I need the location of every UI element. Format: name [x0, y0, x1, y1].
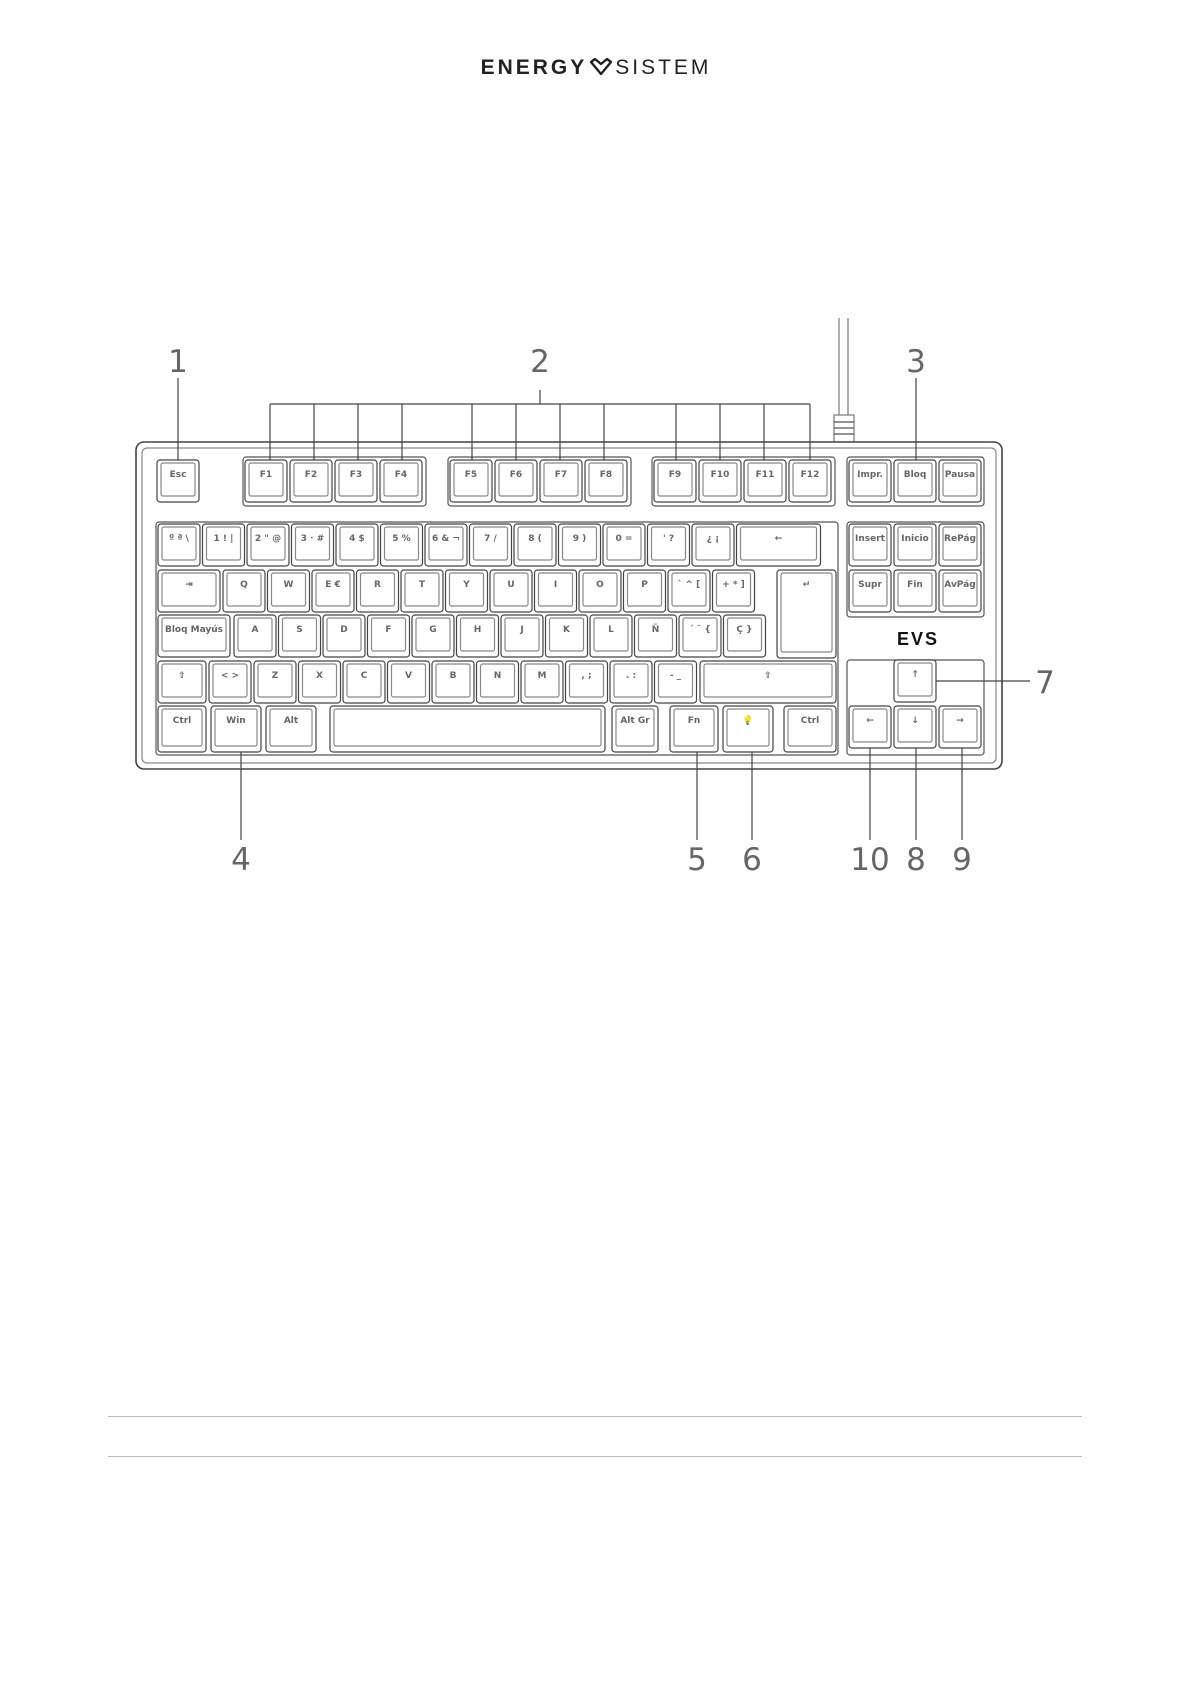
- svg-text:F7: F7: [554, 470, 568, 480]
- key-win: [211, 706, 261, 752]
- key-arrow-left: [849, 706, 891, 748]
- key-row3-8: [590, 615, 632, 657]
- svg-text:U: U: [507, 580, 515, 590]
- key-f3: [335, 460, 377, 502]
- brand-left: ENERGY: [480, 56, 588, 79]
- key-row4-9: [655, 661, 697, 703]
- key-arrow-down: [894, 706, 936, 748]
- key-nav-mid1-1: [894, 524, 936, 566]
- svg-text:D: D: [340, 625, 348, 635]
- key-row1-2: [247, 524, 289, 566]
- key-row2-3: [357, 570, 399, 612]
- svg-text:←: ←: [774, 534, 783, 544]
- key-nav-mid2-1: [894, 570, 936, 612]
- svg-text:R: R: [374, 580, 381, 590]
- key-nav-top-0: [849, 460, 891, 502]
- svg-text:↑: ↑: [911, 670, 919, 680]
- svg-text:. :: . :: [625, 671, 637, 681]
- svg-text:G: G: [429, 625, 437, 635]
- svg-text:4 $: 4 $: [349, 534, 365, 544]
- key-nav-top-1: [894, 460, 936, 502]
- svg-text:T: T: [418, 580, 426, 590]
- svg-text:F12: F12: [800, 470, 820, 480]
- svg-text:5 %: 5 %: [392, 534, 411, 544]
- key-row1-4: [336, 524, 378, 566]
- callout-4: 4: [231, 842, 251, 878]
- svg-text:Supr: Supr: [858, 580, 882, 590]
- key-row1-3: [292, 524, 334, 566]
- key-shift-left: [158, 661, 206, 703]
- svg-text:3 · #: 3 · #: [300, 534, 325, 544]
- callout-1: 1: [168, 344, 188, 380]
- key-row4-8: [610, 661, 652, 703]
- svg-text:9 ): 9 ): [572, 534, 587, 544]
- svg-text:Impr.: Impr.: [857, 470, 883, 480]
- svg-text:RePág: RePág: [944, 534, 976, 544]
- svg-text:8 (: 8 (: [528, 534, 542, 544]
- key-backspace: [737, 524, 821, 566]
- key-row3-1: [279, 615, 321, 657]
- key-row3-10: [679, 615, 721, 657]
- evs-logo: EVS: [896, 629, 940, 649]
- svg-text:Insert: Insert: [855, 534, 885, 544]
- key-row3-7: [546, 615, 588, 657]
- key-tab: [158, 570, 220, 612]
- svg-text:F1: F1: [259, 470, 273, 480]
- svg-text:Pausa: Pausa: [944, 470, 976, 480]
- key-f12: [789, 460, 831, 502]
- key-row4-4: [432, 661, 474, 703]
- key-row3-11: [724, 615, 766, 657]
- svg-text:Z: Z: [271, 671, 279, 681]
- svg-text:H: H: [473, 625, 482, 635]
- key-space: [330, 706, 605, 752]
- svg-text:¿ ¡: ¿ ¡: [706, 534, 720, 544]
- svg-text:S: S: [296, 625, 303, 635]
- svg-text:💡: 💡: [742, 716, 754, 726]
- footer-rule-bottom: [108, 1456, 1082, 1457]
- key-f8: [585, 460, 627, 502]
- svg-text:º ª \: º ª \: [169, 534, 189, 544]
- svg-text:Alt: Alt: [283, 716, 299, 726]
- svg-text:↵: ↵: [802, 580, 811, 590]
- svg-text:< >: < >: [220, 671, 240, 681]
- key-row1-1: [203, 524, 245, 566]
- svg-text:K: K: [563, 625, 570, 635]
- svg-text:Bloq Mayús: Bloq Mayús: [164, 625, 224, 635]
- svg-text:0 =: 0 =: [615, 534, 633, 544]
- key-row2-2: [312, 570, 354, 612]
- key-row3-9: [635, 615, 677, 657]
- key-row3-0: [234, 615, 276, 657]
- key-row2-1: [268, 570, 310, 612]
- key-row4-1: [299, 661, 341, 703]
- callout-6: 6: [742, 842, 762, 878]
- key-f11: [744, 460, 786, 502]
- svg-text:' ?: ' ?: [662, 534, 675, 544]
- callout-2: 2: [530, 344, 550, 380]
- svg-text:6 & ¬: 6 & ¬: [432, 534, 460, 544]
- svg-text:→: →: [956, 716, 964, 726]
- svg-text:Bloq: Bloq: [903, 470, 927, 480]
- key-nav-mid2-2: [939, 570, 981, 612]
- svg-text:⇧: ⇧: [178, 671, 186, 681]
- key-row3-4: [412, 615, 454, 657]
- svg-text:⇥: ⇥: [185, 580, 193, 590]
- key-row4-6: [521, 661, 563, 703]
- svg-text:F3: F3: [349, 470, 363, 480]
- svg-text:Fn: Fn: [687, 716, 701, 726]
- svg-text:N: N: [493, 671, 502, 681]
- svg-text:E €: E €: [325, 580, 341, 590]
- key-row1-6: [425, 524, 467, 566]
- svg-text:Ctrl: Ctrl: [172, 716, 192, 726]
- svg-text:F11: F11: [755, 470, 775, 480]
- key-arrow-right: [939, 706, 981, 748]
- key-f10: [699, 460, 741, 502]
- key-row4-3: [388, 661, 430, 703]
- key-enter: [777, 570, 836, 658]
- key-row2-4: [401, 570, 443, 612]
- key-arrow-up: [894, 660, 936, 702]
- footer-rule-top: [108, 1416, 1082, 1417]
- svg-text:F8: F8: [599, 470, 613, 480]
- svg-text:J: J: [520, 625, 524, 635]
- key-row1-7: [470, 524, 512, 566]
- svg-text:7 /: 7 /: [484, 534, 497, 544]
- svg-text:F2: F2: [304, 470, 318, 480]
- key-nav-mid2-0: [849, 570, 891, 612]
- key-row4-2: [343, 661, 385, 703]
- svg-text:1 ! |: 1 ! |: [213, 534, 234, 544]
- key-f6: [495, 460, 537, 502]
- callout-9: 9: [952, 842, 972, 878]
- svg-text:W: W: [283, 580, 294, 590]
- svg-text:Y: Y: [463, 580, 470, 590]
- key-row3-6: [501, 615, 543, 657]
- key-row3-3: [368, 615, 410, 657]
- key-alt: [266, 706, 316, 752]
- key-row1-11: [648, 524, 690, 566]
- key-row1-10: [603, 524, 645, 566]
- key-row2-7: [535, 570, 577, 612]
- svg-text:F6: F6: [509, 470, 523, 480]
- callout-7: 7: [1035, 665, 1055, 701]
- svg-text:AvPág: AvPág: [944, 580, 976, 590]
- svg-text:X: X: [316, 671, 323, 681]
- callout-3: 3: [906, 344, 926, 380]
- svg-text:F5: F5: [464, 470, 478, 480]
- svg-text:´ ¨ {: ´ ¨ {: [689, 625, 711, 635]
- svg-text:Fin: Fin: [907, 580, 923, 590]
- svg-text:Inicio: Inicio: [901, 534, 929, 544]
- svg-text:Ç }: Ç }: [736, 625, 753, 635]
- key-row3-5: [457, 615, 499, 657]
- key-f7: [540, 460, 582, 502]
- key-f1: [245, 460, 287, 502]
- key-ctrl-right: [784, 706, 836, 752]
- callout-5: 5: [687, 842, 707, 878]
- key-altgr: [612, 706, 658, 752]
- svg-text:F9: F9: [668, 470, 682, 480]
- key-row2-8: [579, 570, 621, 612]
- svg-text:F4: F4: [394, 470, 408, 480]
- key-row2-11: [713, 570, 755, 612]
- svg-text:↓: ↓: [911, 716, 919, 726]
- key-caps: [158, 615, 230, 657]
- key-less-greater: [209, 661, 251, 703]
- svg-text:Win: Win: [226, 716, 246, 726]
- key-row2-6: [490, 570, 532, 612]
- key-row4-0: [254, 661, 296, 703]
- key-row1-9: [559, 524, 601, 566]
- key-f2: [290, 460, 332, 502]
- key-row4-7: [566, 661, 608, 703]
- svg-text:V: V: [405, 671, 412, 681]
- key-esc: [157, 460, 199, 502]
- svg-text:I: I: [553, 580, 558, 590]
- svg-text:Esc: Esc: [169, 470, 187, 480]
- callout-10: 10: [850, 842, 890, 878]
- key-nav-top-2: [939, 460, 981, 502]
- svg-text:L: L: [608, 625, 614, 635]
- svg-text:F10: F10: [710, 470, 730, 480]
- key-row2-9: [624, 570, 666, 612]
- key-row1-5: [381, 524, 423, 566]
- key-row1-12: [692, 524, 734, 566]
- key-row1-0: [158, 524, 200, 566]
- svg-text:F: F: [385, 625, 392, 635]
- key-row2-0: [223, 570, 265, 612]
- key-row1-8: [514, 524, 556, 566]
- key-f5: [450, 460, 492, 502]
- svg-text:M: M: [537, 671, 547, 681]
- svg-text:+ * ]: + * ]: [722, 580, 745, 590]
- key-fn: [670, 706, 718, 752]
- key-nav-mid1-2: [939, 524, 981, 566]
- svg-text:←: ←: [866, 716, 874, 726]
- callout-8: 8: [906, 842, 926, 878]
- svg-text:C: C: [360, 671, 368, 681]
- key-row3-2: [323, 615, 365, 657]
- key-row4-5: [477, 661, 519, 703]
- svg-text:- _: - _: [669, 671, 682, 681]
- svg-text:2 " @: 2 " @: [254, 534, 282, 544]
- key-row2-5: [446, 570, 488, 612]
- svg-text:Alt Gr: Alt Gr: [620, 716, 650, 726]
- svg-text:A: A: [251, 625, 259, 635]
- key-ctrl-left: [158, 706, 206, 752]
- svg-text:` ^ [: ` ^ [: [677, 580, 701, 590]
- svg-text:O: O: [596, 580, 604, 590]
- key-f4: [380, 460, 422, 502]
- svg-text:Ctrl: Ctrl: [800, 716, 820, 726]
- svg-text:Ñ: Ñ: [651, 625, 660, 635]
- key-f9: [654, 460, 696, 502]
- key-nav-mid1-0: [849, 524, 891, 566]
- key-shift-right: [700, 661, 836, 703]
- brand-right: SISTEM: [615, 56, 712, 79]
- svg-text:⇧: ⇧: [764, 671, 772, 681]
- svg-text:P: P: [641, 580, 648, 590]
- svg-text:Q: Q: [240, 580, 248, 590]
- svg-text:B: B: [449, 671, 457, 681]
- key-light: [723, 706, 773, 752]
- key-row2-10: [668, 570, 710, 612]
- svg-text:, ;: , ;: [581, 671, 592, 681]
